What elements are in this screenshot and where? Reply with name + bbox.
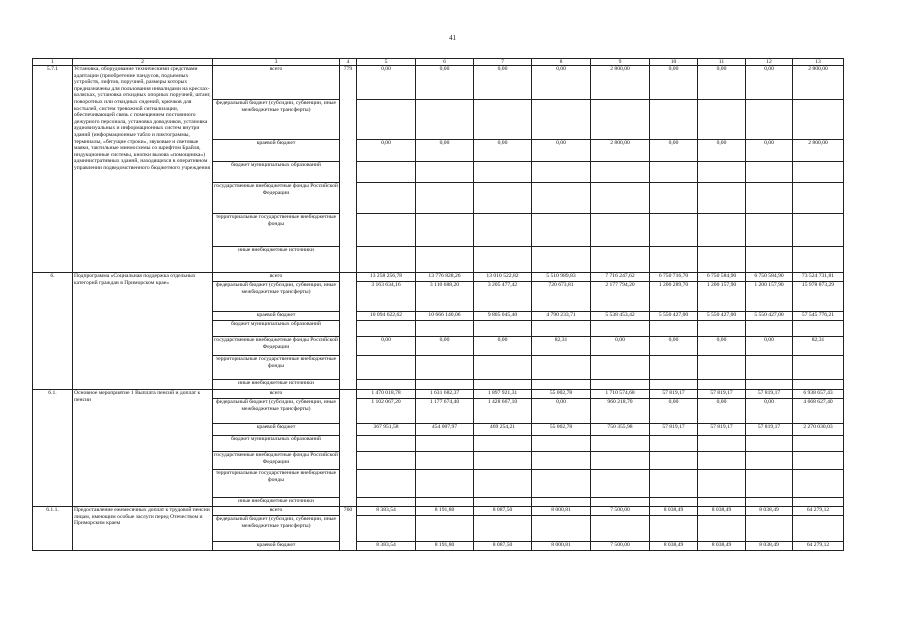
amount-cell xyxy=(357,214,416,247)
funding-source: краевой бюджет xyxy=(213,424,340,436)
amount-cell: 8 038,49 xyxy=(746,507,793,516)
column-number: 2 xyxy=(73,59,213,66)
amount-cell: 0,00 xyxy=(698,399,746,424)
funding-source: федеральный бюджет (субсидии, субвенции, иные межбюджетные трансферты) xyxy=(213,516,340,542)
amount-cell xyxy=(793,100,844,140)
amount-cell: 13 010 522,82 xyxy=(474,273,532,282)
amount-cell xyxy=(532,247,591,273)
funding-source: всего xyxy=(213,507,340,516)
amount-cell: 5 538 453,42 xyxy=(591,312,650,321)
amount-cell xyxy=(650,183,698,214)
table-row xyxy=(33,66,844,100)
amount-cell xyxy=(793,470,844,498)
amount-cell xyxy=(357,356,416,380)
column-number-row xyxy=(33,59,844,66)
amount-cell xyxy=(416,183,474,214)
amount-cell xyxy=(650,321,698,337)
amount-cell xyxy=(650,247,698,273)
amount-cell xyxy=(591,498,650,507)
amount-cell xyxy=(357,516,416,542)
amount-cell: 6 938 657,43 xyxy=(793,390,844,399)
budget-table xyxy=(32,58,844,551)
amount-cell: 3 110 688,20 xyxy=(416,282,474,312)
funding-source: территориальные государственные внебюджетные фонды xyxy=(213,356,340,380)
amount-cell xyxy=(474,470,532,498)
amount-cell: 8 000,81 xyxy=(532,507,591,516)
amount-cell: 0,00 xyxy=(698,337,746,356)
amount-cell xyxy=(591,516,650,542)
amount-cell: 5 550 427,00 xyxy=(746,312,793,321)
amount-cell: 15 978 873,29 xyxy=(793,282,844,312)
funding-source: краевой бюджет xyxy=(213,542,340,551)
funding-source: государственные внебюджетные фонды Российской Федерации xyxy=(213,183,340,214)
amount-cell: 7 500,00 xyxy=(591,542,650,551)
amount-cell xyxy=(532,183,591,214)
amount-cell: 0,00 xyxy=(591,337,650,356)
amount-cell xyxy=(793,380,844,390)
amount-cell: 7 500,00 xyxy=(591,507,650,516)
funding-source: иные внебюджетные источники xyxy=(213,380,340,390)
column-number: 10 xyxy=(650,59,698,66)
amount-cell xyxy=(793,498,844,507)
amount-cell xyxy=(746,516,793,542)
amount-cell xyxy=(746,498,793,507)
amount-cell: 5 550 427,00 xyxy=(698,312,746,321)
table-row xyxy=(33,390,844,399)
amount-cell xyxy=(357,436,416,452)
column-number: 1 xyxy=(33,59,73,66)
amount-cell: 7 716 247,62 xyxy=(591,273,650,282)
amount-cell xyxy=(591,247,650,273)
amount-cell: 64 279,12 xyxy=(793,507,844,516)
amount-cell: 0,00 xyxy=(650,399,698,424)
amount-cell: 3 163 634,16 xyxy=(357,282,416,312)
amount-cell xyxy=(698,356,746,380)
funding-source: всего xyxy=(213,273,340,282)
amount-cell: 10 094 622,62 xyxy=(357,312,416,321)
amount-cell xyxy=(698,100,746,140)
amount-cell xyxy=(698,162,746,183)
amount-cell xyxy=(474,100,532,140)
amount-cell xyxy=(532,470,591,498)
amount-cell: 0,00 xyxy=(357,140,416,162)
amount-cell: 5 510 989,83 xyxy=(532,273,591,282)
amount-cell: 469 254,21 xyxy=(474,424,532,436)
amount-cell xyxy=(591,436,650,452)
amount-cell xyxy=(416,100,474,140)
amount-cell xyxy=(746,247,793,273)
amount-cell xyxy=(532,498,591,507)
amount-cell: 55 002,78 xyxy=(532,424,591,436)
amount-cell xyxy=(532,516,591,542)
amount-cell: 1 631 682,37 xyxy=(416,390,474,399)
amount-cell xyxy=(416,380,474,390)
amount-cell xyxy=(416,516,474,542)
amount-cell xyxy=(793,247,844,273)
funding-source: бюджет муниципальных образований xyxy=(213,321,340,337)
column-number: 3 xyxy=(213,59,340,66)
amount-cell: 57 819,17 xyxy=(746,390,793,399)
table-row xyxy=(33,273,844,282)
funding-source: краевой бюджет xyxy=(213,312,340,321)
amount-cell: 1 200 289,70 xyxy=(650,282,698,312)
amount-cell xyxy=(474,247,532,273)
amount-cell xyxy=(474,452,532,470)
amount-cell xyxy=(793,436,844,452)
amount-cell: 1 428 667,10 xyxy=(474,399,532,424)
column-number: 9 xyxy=(591,59,650,66)
amount-cell: 0,00 xyxy=(698,140,746,162)
amount-cell: 2 800,00 xyxy=(793,66,844,100)
amount-cell xyxy=(416,498,474,507)
amount-cell: 1 470 018,78 xyxy=(357,390,416,399)
amount-cell xyxy=(416,162,474,183)
amount-cell xyxy=(416,436,474,452)
item-name: Подпрограмма «Социальная поддержка отдельных категорий граждан в Приморском крае» xyxy=(73,273,213,390)
amount-cell: 0,00 xyxy=(416,337,474,356)
amount-cell xyxy=(650,516,698,542)
amount-cell: 8 000,81 xyxy=(532,542,591,551)
amount-cell: 0,00 xyxy=(650,66,698,100)
column-4-value: 779 xyxy=(340,66,357,273)
amount-cell xyxy=(591,162,650,183)
column-number: 4 xyxy=(340,59,357,66)
amount-cell xyxy=(416,452,474,470)
amount-cell: 64 279,12 xyxy=(793,542,844,551)
amount-cell xyxy=(591,183,650,214)
amount-cell xyxy=(357,162,416,183)
amount-cell: 960 218,70 xyxy=(591,399,650,424)
amount-cell: 82,31 xyxy=(532,337,591,356)
item-code: 6.1.1. xyxy=(33,507,73,551)
amount-cell xyxy=(746,470,793,498)
amount-cell: 2 800,00 xyxy=(591,66,650,100)
amount-cell: 8 038,49 xyxy=(698,542,746,551)
amount-cell xyxy=(793,321,844,337)
amount-cell xyxy=(591,380,650,390)
amount-cell: 8 038,49 xyxy=(650,542,698,551)
amount-cell xyxy=(474,214,532,247)
amount-cell xyxy=(532,380,591,390)
amount-cell xyxy=(474,321,532,337)
amount-cell: 8 383,54 xyxy=(357,542,416,551)
column-number: 11 xyxy=(698,59,746,66)
amount-cell: 82,31 xyxy=(793,337,844,356)
amount-cell xyxy=(650,214,698,247)
amount-cell xyxy=(650,436,698,452)
amount-cell xyxy=(357,470,416,498)
amount-cell: 8 087,50 xyxy=(474,507,532,516)
amount-cell xyxy=(746,100,793,140)
amount-cell: 0,00 xyxy=(474,337,532,356)
amount-cell xyxy=(474,380,532,390)
funding-source: иные внебюджетные источники xyxy=(213,498,340,507)
amount-cell xyxy=(746,356,793,380)
amount-cell xyxy=(474,498,532,507)
amount-cell xyxy=(746,162,793,183)
amount-cell xyxy=(416,247,474,273)
amount-cell: 1 200 157,90 xyxy=(746,282,793,312)
amount-cell xyxy=(746,436,793,452)
item-code: 5.7.1 xyxy=(33,66,73,273)
item-name: Основное мероприятие 1 Выплата пенсий и доплат к пенсии xyxy=(73,390,213,507)
amount-cell xyxy=(746,183,793,214)
funding-source: территориальные государственные внебюджетные фонды xyxy=(213,214,340,247)
funding-source: всего xyxy=(213,66,340,100)
column-number: 8 xyxy=(532,59,591,66)
funding-source: территориальные государственные внебюджетные фонды xyxy=(213,470,340,498)
amount-cell xyxy=(650,498,698,507)
amount-cell: 73 524 731,81 xyxy=(793,273,844,282)
column-number: 6 xyxy=(416,59,474,66)
amount-cell: 9 805 045,40 xyxy=(474,312,532,321)
amount-cell xyxy=(357,247,416,273)
amount-cell: 367 951,58 xyxy=(357,424,416,436)
amount-cell: 0,00 xyxy=(357,66,416,100)
amount-cell: 6 750 584,90 xyxy=(698,273,746,282)
item-code: 6.1. xyxy=(33,390,73,507)
column-number: 13 xyxy=(793,59,844,66)
amount-cell xyxy=(416,356,474,380)
amount-cell xyxy=(698,470,746,498)
amount-cell: 57 819,17 xyxy=(650,424,698,436)
amount-cell: 2 800,00 xyxy=(793,140,844,162)
amount-cell xyxy=(698,498,746,507)
amount-cell xyxy=(357,183,416,214)
amount-cell: 8 038,49 xyxy=(746,542,793,551)
amount-cell: 0,00 xyxy=(357,337,416,356)
amount-cell: 720 673,81 xyxy=(532,282,591,312)
amount-cell xyxy=(650,452,698,470)
amount-cell: 0,00 xyxy=(650,337,698,356)
funding-source: федеральный бюджет (субсидии, субвенции, иные межбюджетные трансферты) xyxy=(213,282,340,312)
amount-cell: 57 819,17 xyxy=(698,424,746,436)
funding-source: федеральный бюджет (субсидии, субвенции, иные межбюджетные трансферты) xyxy=(213,100,340,140)
amount-cell xyxy=(591,214,650,247)
amount-cell: 1 710 574,68 xyxy=(591,390,650,399)
amount-cell: 8 191,80 xyxy=(416,507,474,516)
amount-cell xyxy=(357,380,416,390)
amount-cell: 454 007,97 xyxy=(416,424,474,436)
amount-cell: 0,00 xyxy=(746,140,793,162)
amount-cell xyxy=(793,516,844,542)
amount-cell: 1 897 921,31 xyxy=(474,390,532,399)
amount-cell: 0,00 xyxy=(746,66,793,100)
amount-cell xyxy=(591,452,650,470)
amount-cell: 57 545 776,21 xyxy=(793,312,844,321)
amount-cell xyxy=(650,356,698,380)
amount-cell xyxy=(746,214,793,247)
amount-cell xyxy=(591,100,650,140)
amount-cell: 750 355,98 xyxy=(591,424,650,436)
amount-cell: 0,00 xyxy=(532,66,591,100)
amount-cell xyxy=(474,183,532,214)
column-4-value: 760 xyxy=(340,507,357,551)
amount-cell: 0,00 xyxy=(474,140,532,162)
item-name: Предоставление ежемесячных доплат к трудовой пенсии лицам, имеющим особые заслуги перед Отечеством и Приморским краем xyxy=(73,507,213,551)
amount-cell xyxy=(532,214,591,247)
amount-cell: 0,00 xyxy=(416,66,474,100)
amount-cell: 8 191,80 xyxy=(416,542,474,551)
amount-cell xyxy=(532,452,591,470)
amount-cell: 0,00 xyxy=(532,399,591,424)
amount-cell: 0,00 xyxy=(746,337,793,356)
amount-cell xyxy=(698,436,746,452)
amount-cell xyxy=(650,100,698,140)
amount-cell xyxy=(532,162,591,183)
amount-cell xyxy=(591,470,650,498)
amount-cell xyxy=(532,100,591,140)
amount-cell: 8 087,50 xyxy=(474,542,532,551)
table-row xyxy=(33,507,844,516)
amount-cell xyxy=(357,321,416,337)
amount-cell: 13 258 256,78 xyxy=(357,273,416,282)
amount-cell xyxy=(474,356,532,380)
amount-cell: 57 819,17 xyxy=(698,390,746,399)
amount-cell: 6 750 584,90 xyxy=(746,273,793,282)
amount-cell xyxy=(357,498,416,507)
amount-cell: 1 177 674,40 xyxy=(416,399,474,424)
amount-cell: 0,00 xyxy=(698,66,746,100)
amount-cell xyxy=(650,470,698,498)
amount-cell xyxy=(591,356,650,380)
funding-source: государственные внебюджетные фонды Российской Федерации xyxy=(213,452,340,470)
amount-cell xyxy=(532,436,591,452)
amount-cell xyxy=(793,452,844,470)
amount-cell xyxy=(650,380,698,390)
amount-cell: 8 038,49 xyxy=(698,507,746,516)
amount-cell: 1 200 157,90 xyxy=(698,282,746,312)
amount-cell: 13 776 828,26 xyxy=(416,273,474,282)
amount-cell: 57 819,17 xyxy=(746,424,793,436)
amount-cell xyxy=(746,321,793,337)
funding-source: бюджет муниципальных образований xyxy=(213,436,340,452)
amount-cell: 2 270 030,03 xyxy=(793,424,844,436)
amount-cell xyxy=(793,214,844,247)
amount-cell xyxy=(793,183,844,214)
amount-cell xyxy=(746,380,793,390)
amount-cell xyxy=(474,162,532,183)
item-name: Установка, оборудование техническими средствами адаптации (приобретение пандусов, подъемных устройств, лифтов, поручней, размеры которых предназначены для пользования инвалидами на креслах-колясках, установка откидных опорных поручней, штанг, поворотных или откидных сидений, крючков для костылей, систем тревожной сигнализации, обеспечивающей связь с помещением постоянного дежурного персонала, установка доводчиков, установка аудиовизуальных и информационных систем внутри зданий (информационные табло и пиктограммы, терминалы, «бегущие строки», звуковые и световые маяки, тактильные мнемосхемы со шрифтом Брайля, индукционные системы, кнопки вызова «помощника») административных зданий, находящихся в оперативном управлении подведомственного бюджетного учреждения xyxy=(73,66,213,273)
amount-cell: 57 819,17 xyxy=(650,390,698,399)
column-number: 12 xyxy=(746,59,793,66)
amount-cell xyxy=(357,100,416,140)
amount-cell xyxy=(474,516,532,542)
column-number: 5 xyxy=(357,59,416,66)
amount-cell xyxy=(746,452,793,470)
page-number: 41 xyxy=(449,34,456,42)
amount-cell: 3 205 477,42 xyxy=(474,282,532,312)
amount-cell xyxy=(698,183,746,214)
amount-cell: 8 038,49 xyxy=(650,507,698,516)
funding-source: иные внебюджетные источники xyxy=(213,247,340,273)
amount-cell xyxy=(474,436,532,452)
funding-source: краевой бюджет xyxy=(213,140,340,162)
amount-cell xyxy=(793,356,844,380)
funding-source: федеральный бюджет (субсидии, субвенции, иные межбюджетные трансферты) xyxy=(213,399,340,424)
amount-cell xyxy=(698,321,746,337)
amount-cell xyxy=(650,162,698,183)
column-4-value xyxy=(340,273,357,390)
amount-cell: 5 550 427,00 xyxy=(650,312,698,321)
amount-cell xyxy=(532,321,591,337)
amount-cell: 0,00 xyxy=(746,399,793,424)
amount-cell: 0,00 xyxy=(650,140,698,162)
amount-cell: 2 800,00 xyxy=(591,140,650,162)
amount-cell: 4 668 627,40 xyxy=(793,399,844,424)
funding-source: бюджет муниципальных образований xyxy=(213,162,340,183)
amount-cell xyxy=(698,214,746,247)
amount-cell xyxy=(416,214,474,247)
amount-cell xyxy=(698,452,746,470)
amount-cell xyxy=(357,452,416,470)
amount-cell: 55 002,78 xyxy=(532,390,591,399)
amount-cell xyxy=(416,470,474,498)
amount-cell: 10 666 140,06 xyxy=(416,312,474,321)
amount-cell: 1 102 067,20 xyxy=(357,399,416,424)
amount-cell xyxy=(793,162,844,183)
amount-cell: 0,00 xyxy=(416,140,474,162)
amount-cell: 0,00 xyxy=(474,66,532,100)
amount-cell: 8 383,54 xyxy=(357,507,416,516)
amount-cell: 4 790 233,71 xyxy=(532,312,591,321)
amount-cell xyxy=(532,356,591,380)
amount-cell: 6 750 716,70 xyxy=(650,273,698,282)
column-number: 7 xyxy=(474,59,532,66)
funding-source: государственные внебюджетные фонды Российской Федерации xyxy=(213,337,340,356)
amount-cell xyxy=(698,516,746,542)
amount-cell xyxy=(698,247,746,273)
amount-cell xyxy=(698,380,746,390)
funding-source: всего xyxy=(213,390,340,399)
amount-cell xyxy=(591,321,650,337)
item-code: 6. xyxy=(33,273,73,390)
amount-cell: 0,00 xyxy=(532,140,591,162)
amount-cell: 2 177 794,20 xyxy=(591,282,650,312)
amount-cell xyxy=(416,321,474,337)
column-4-value xyxy=(340,390,357,507)
